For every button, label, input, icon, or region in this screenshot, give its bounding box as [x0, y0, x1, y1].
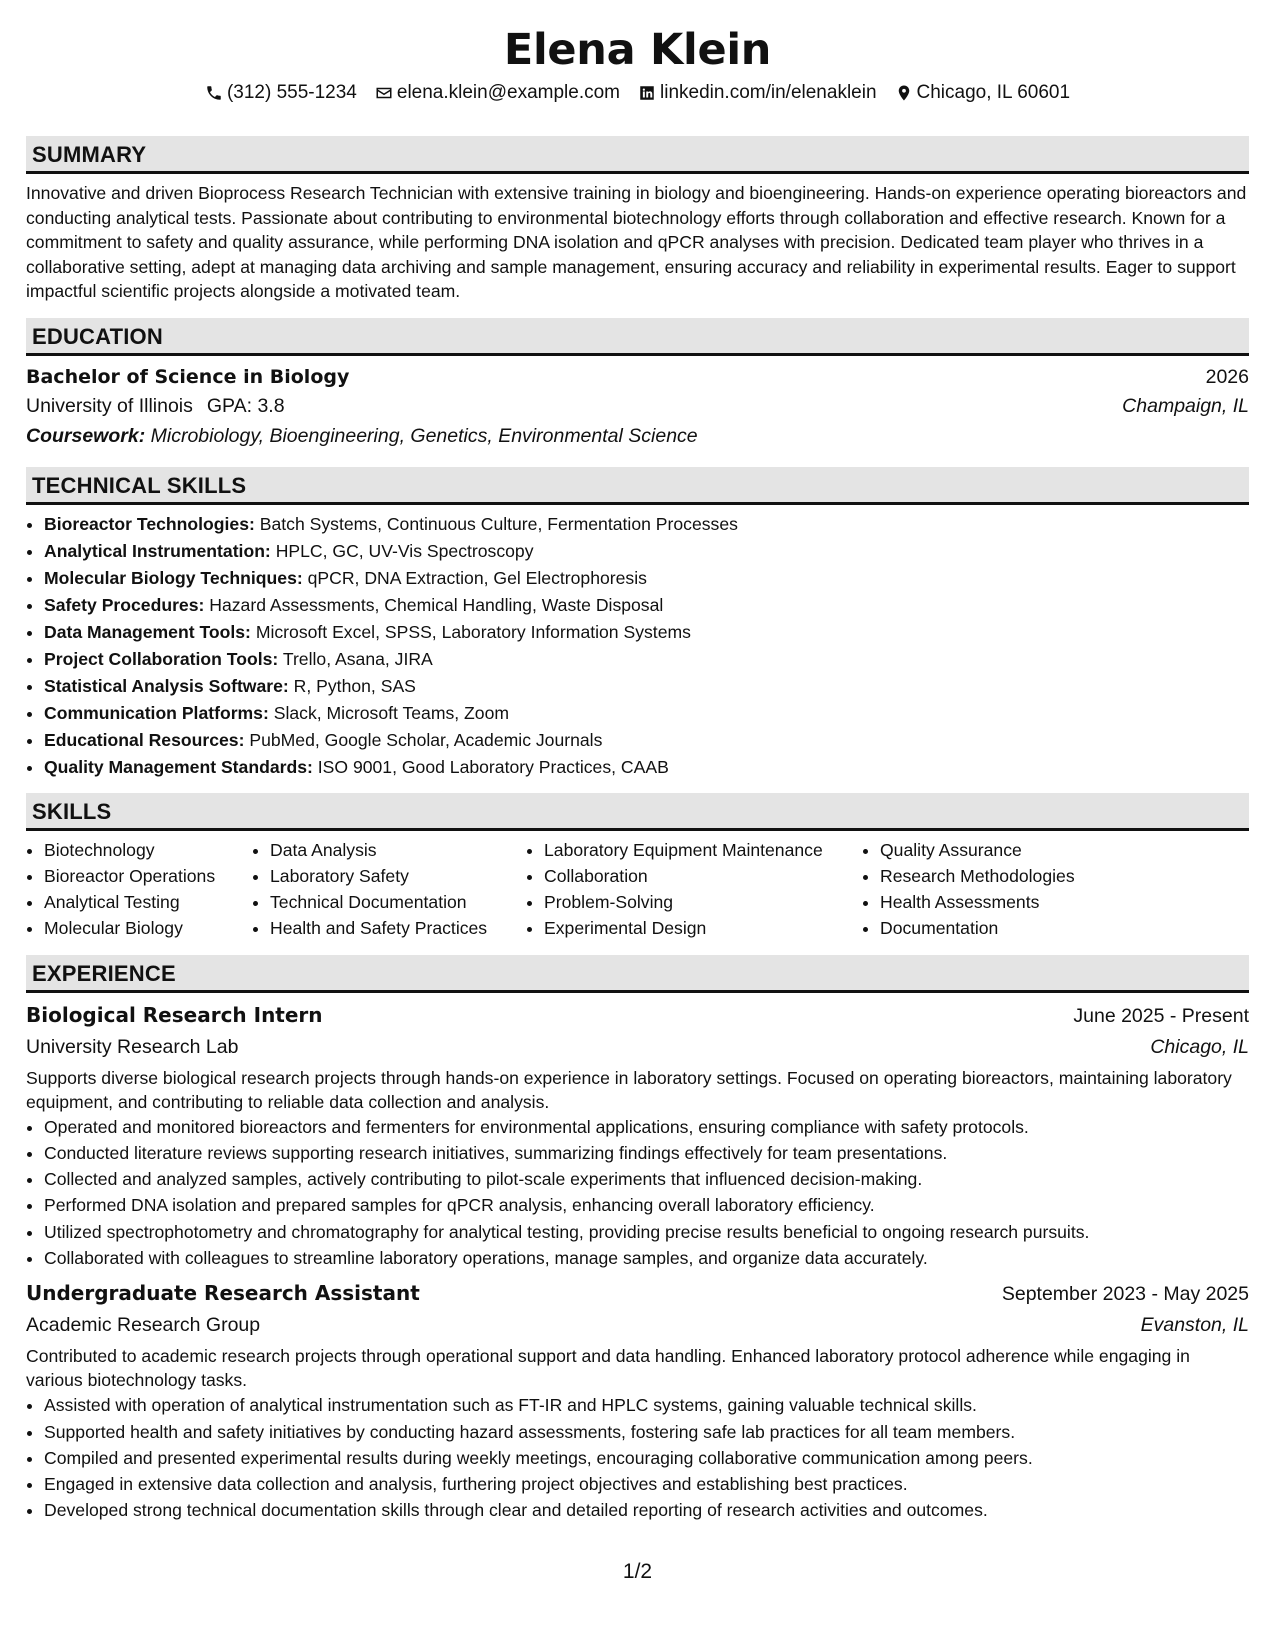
skills-column: [862, 837, 1180, 941]
gpa: GPA: 3.8: [206, 394, 285, 417]
skill-values: Hazard Assessments, Chemical Handling, Waste Disposal: [209, 594, 664, 615]
skill-category: Safety Procedures:: [44, 594, 205, 615]
job-organization: University Research Lab: [26, 1035, 239, 1058]
candidate-name: Elena Klein: [503, 25, 772, 75]
skill-category: Data Management Tools:: [44, 621, 251, 642]
section-heading: TECHNICAL SKILLS: [26, 467, 1249, 505]
list-item: • Utilized spectrophotometry and chromatography for analytical testing, providing precise results beneficial to ongoing research pursuits.: [44, 1219, 1249, 1245]
list-item: • Laboratory Safety: [270, 863, 526, 889]
school-info: [26, 391, 285, 421]
job-description: Contributed to academic research projects through operational support and data handling. Enhanced laboratory protocol adherence while engaging in various biotechnology tasks.: [26, 1346, 1190, 1391]
list-item: • Bioreactor Operations: [44, 863, 252, 889]
list-item: • Collaboration: [544, 863, 862, 889]
school-row: [26, 391, 1249, 421]
section-heading: SUMMARY: [26, 136, 1249, 174]
skills-column: [252, 837, 526, 941]
linkedin-icon: [638, 84, 656, 102]
coursework-row: [26, 421, 1249, 451]
contact-linkedin[interactable]: [638, 80, 877, 106]
list-item: • Quality Assurance: [880, 837, 1180, 863]
skill-values: qPCR, DNA Extraction, Gel Electrophoresis: [307, 567, 647, 588]
section-heading: SKILLS: [26, 793, 1249, 831]
list-item: • Developed strong technical documentation skills through clear and detailed reporting of research activities and outcomes.: [44, 1497, 1249, 1523]
job-bullets: [26, 1392, 1249, 1523]
skill-values: Microsoft Excel, SPSS, Laboratory Information Systems: [255, 621, 691, 642]
technical-skills-section: [26, 467, 1249, 781]
skill-values: Batch Systems, Continuous Culture, Fermentation Processes: [259, 513, 738, 534]
list-item: • Supported health and safety initiatives by conducting hazard assessments, fostering safe lab practices for all team members.: [44, 1419, 1249, 1445]
list-item: • Compiled and presented experimental results during weekly meetings, encouraging collaborative communication among peers.: [44, 1445, 1249, 1471]
location-text: Chicago, IL 60601: [916, 82, 1071, 103]
envelope-icon: [375, 84, 393, 102]
skill-category: Bioreactor Technologies:: [44, 513, 255, 534]
education-section: [26, 318, 1249, 451]
job-org-row: [26, 1032, 1249, 1062]
contact-phone: [205, 80, 357, 106]
skill-category: Analytical Instrumentation:: [44, 540, 271, 561]
section-heading: EXPERIENCE: [26, 955, 1249, 993]
list-item: • Laboratory Equipment Maintenance: [544, 837, 862, 863]
list-item: • Biotechnology: [44, 837, 252, 863]
skill-values: ISO 9001, Good Laboratory Practices, CAAB: [317, 756, 669, 777]
degree-row: [26, 363, 1249, 391]
list-item: • Collaborated with colleagues to streamline laboratory operations, manage samples, and organize data accurately.: [44, 1245, 1249, 1271]
section-heading: EDUCATION: [26, 318, 1249, 356]
skills-column: [26, 837, 252, 941]
phone-icon: [205, 84, 223, 102]
job-org-row: [26, 1310, 1249, 1340]
list-item: • Health and Safety Practices: [270, 915, 526, 941]
skill-category: Quality Management Standards:: [44, 756, 313, 777]
list-item: [44, 592, 1249, 619]
list-item: • Documentation: [880, 915, 1180, 941]
skills-grid: [26, 837, 1249, 941]
coursework-label: Coursework:: [26, 424, 146, 447]
contact-location: [895, 80, 1071, 106]
skills-column: [526, 837, 862, 941]
job-entry: [26, 999, 1249, 1272]
job-title-row: [26, 1277, 1249, 1310]
email-text: elena.klein@example.com: [396, 82, 620, 103]
technical-skills-list: [26, 511, 1249, 781]
list-item: • Assisted with operation of analytical instrumentation such as FT-IR and HPLC systems, gaining valuable technical skills.: [44, 1392, 1249, 1418]
job-dates: September 2023 - May 2025: [1001, 1283, 1249, 1306]
skill-category: Project Collaboration Tools:: [44, 648, 279, 669]
list-item: [44, 700, 1249, 727]
experience-section: [26, 955, 1249, 1524]
skill-values: Slack, Microsoft Teams, Zoom: [273, 702, 510, 723]
list-item: • Health Assessments: [880, 889, 1180, 915]
job-location: Evanston, IL: [1140, 1314, 1249, 1337]
list-item: • Data Analysis: [270, 837, 526, 863]
skill-category: Educational Resources:: [44, 729, 245, 750]
job-organization: Academic Research Group: [26, 1314, 261, 1337]
list-item: • Collected and analyzed samples, actively contributing to pilot-scale experiments that influenced decision-making.: [44, 1166, 1249, 1192]
summary-section: [26, 136, 1249, 304]
list-item: • Molecular Biology: [44, 915, 252, 941]
skill-category: Molecular Biology Techniques:: [44, 567, 303, 588]
skill-values: Trello, Asana, JIRA: [282, 648, 433, 669]
contact-email[interactable]: [375, 80, 620, 106]
skill-category: Communication Platforms:: [44, 702, 269, 723]
skill-category: Statistical Analysis Software:: [44, 675, 289, 696]
list-item: [44, 727, 1249, 754]
job-location: Chicago, IL: [1150, 1035, 1249, 1058]
map-pin-icon: [895, 84, 913, 102]
list-item: [44, 619, 1249, 646]
list-item: [44, 646, 1249, 673]
list-item: • Conducted literature reviews supporting research initiatives, summarizing findings effectively for team presentations.: [44, 1140, 1249, 1166]
job-description: Supports diverse biological research projects through hands-on experience in laboratory settings. Focused on operating bioreactors, maintaining laboratory equipment, and contributing to reliable data collection and analysis.: [26, 1067, 1232, 1112]
list-item: • Analytical Testing: [44, 889, 252, 915]
linkedin-text: linkedin.com/in/elenaklein: [660, 82, 877, 103]
list-item: [44, 538, 1249, 565]
list-item: [44, 565, 1249, 592]
skill-values: R, Python, SAS: [293, 675, 416, 696]
list-item: [44, 754, 1249, 781]
list-item: [44, 673, 1249, 700]
coursework-list: Microbiology, Bioengineering, Genetics, Environmental Science: [150, 424, 698, 447]
skill-values: PubMed, Google Scholar, Academic Journals: [249, 729, 603, 750]
degree-title: Bachelor of Science in Biology: [26, 365, 350, 388]
list-item: • Operated and monitored bioreactors and fermenters for environmental applications, ensuring compliance with safety protocols.: [44, 1114, 1249, 1140]
job-title: Biological Research Intern: [26, 1002, 323, 1027]
phone-text: (312) 555-1234: [226, 82, 357, 103]
school-location: Champaign, IL: [1122, 394, 1249, 417]
school-name: University of Illinois: [26, 394, 193, 417]
contact-bar: [26, 80, 1249, 106]
skills-section: [26, 793, 1249, 941]
list-item: • Engaged in extensive data collection and analysis, furthering project objectives and establishing best practices.: [44, 1471, 1249, 1497]
summary-text: Innovative and driven Bioprocess Research Technician with extensive training in biology and bioengineering. Hands-on experience operating bioreactors and conducting analytical tests. Passionate about contributing to environmental biotechnology efforts through collaboration and effective research. Known for a commitment to safety and quality assurance, while performing DNA isolation and qPCR analyses with precision. Dedicated team player who thrives in a collaborative setting, adept at managing data archiving and sample management, ensuring accuracy and reliability in experimental results. Eager to support impactful scientific projects alongside a motivated team.: [26, 183, 1247, 301]
list-item: • Problem-Solving: [544, 889, 862, 915]
job-dates: June 2025 - Present: [1073, 1004, 1249, 1027]
skill-values: HPLC, GC, UV-Vis Spectroscopy: [275, 540, 534, 561]
list-item: [44, 511, 1249, 538]
list-item: • Performed DNA isolation and prepared samples for qPCR analysis, enhancing overall laboratory efficiency.: [44, 1192, 1249, 1218]
job-title-row: [26, 999, 1249, 1032]
graduation-year: 2026: [1205, 365, 1249, 388]
job-title: Undergraduate Research Assistant: [26, 1281, 420, 1306]
job-bullets: [26, 1114, 1249, 1272]
job-entry: [26, 1277, 1249, 1523]
list-item: • Experimental Design: [544, 915, 862, 941]
list-item: • Technical Documentation: [270, 889, 526, 915]
list-item: • Research Methodologies: [880, 863, 1180, 889]
resume-page: [26, 0, 1249, 1524]
page-number: 1/2: [622, 1560, 653, 1583]
